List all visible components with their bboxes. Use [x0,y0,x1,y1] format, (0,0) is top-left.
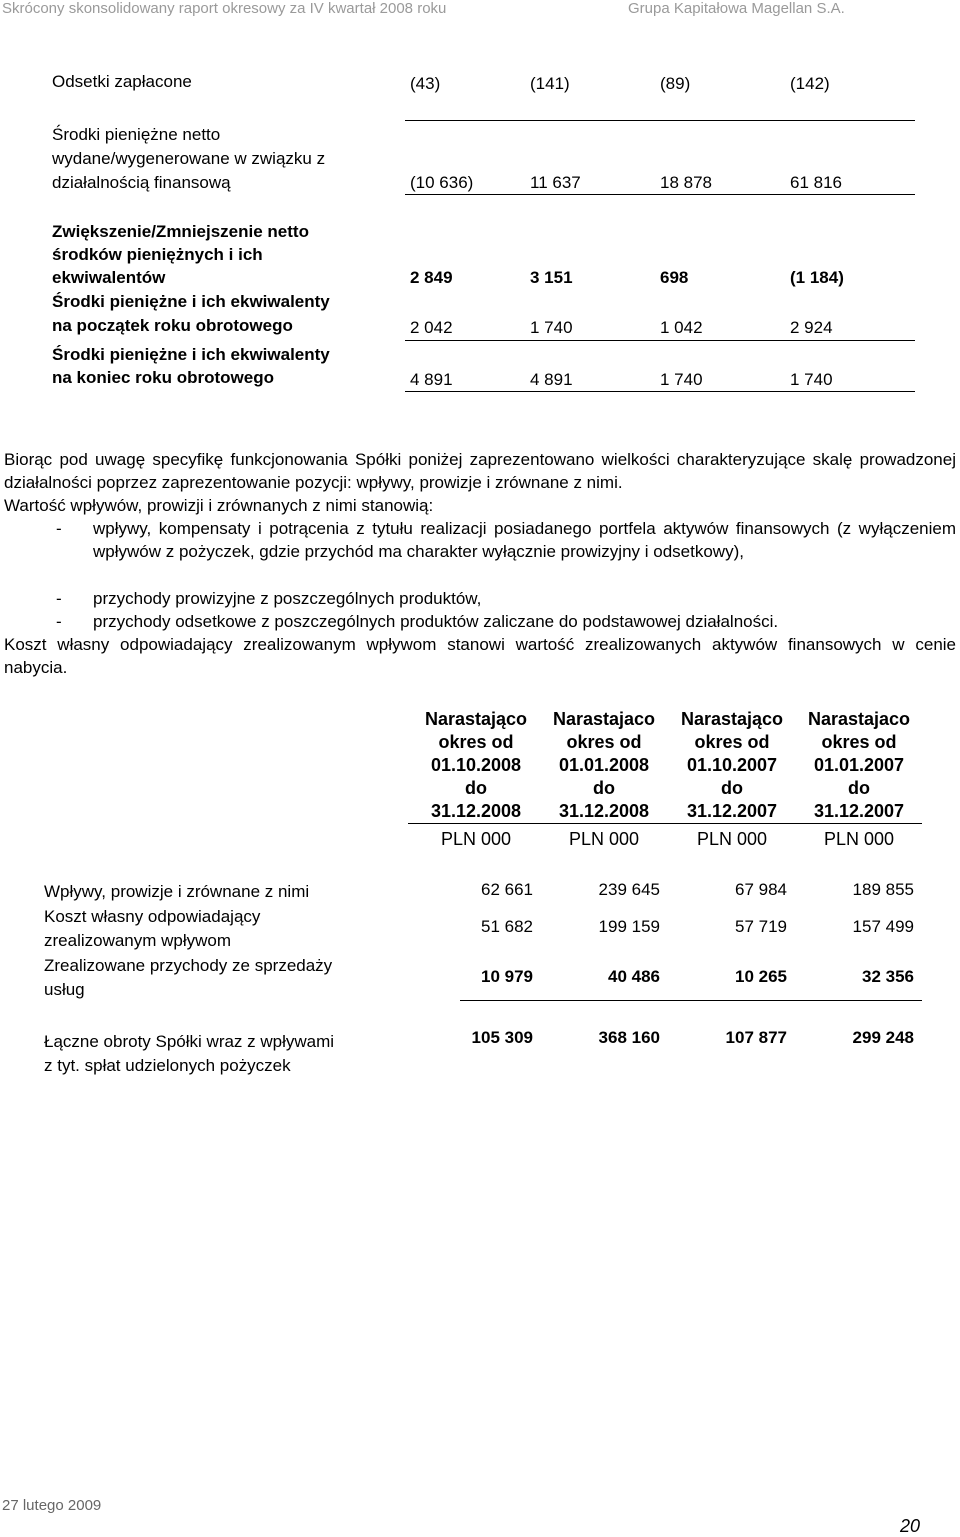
cashflow-value: (10 636) [410,173,474,192]
unit-label: PLN 000 [440,829,512,849]
turnover-value: 10 979 [481,967,533,986]
turnover-row-label: z tyt. spłat udzielonych pożyczek [44,1056,291,1075]
cashflow-value: (43) [410,74,441,93]
turnover-value: 57 719 [735,917,787,936]
paragraph-intro [4,448,956,494]
table-rule [405,340,915,341]
cashflow-value: (142) [790,74,830,93]
footer-date: 27 lutego 2009 [2,1497,102,1514]
cashflow-row-label: Środki pieniężne netto [52,125,221,144]
header-line: 01.01.2008 [558,755,650,775]
paragraph-text: Wartość wpływów, prowizji i zrównanych z nimi stanowią: [4,496,434,515]
cashflow-value: 1 042 [660,318,703,337]
turnover-value: 62 661 [481,880,533,899]
turnover-value: 299 248 [852,1028,914,1047]
cashflow-value: 1 740 [530,318,573,337]
page-number: 20 [900,1516,921,1536]
list-item-text: przychody prowizyjne z poszczególnych produktów, [93,589,482,608]
paragraph-values-intro [4,494,956,517]
subtotal-rule [460,1000,922,1001]
turnover-value: 157 499 [852,917,914,936]
cashflow-value: 2 849 [410,268,453,287]
paragraph-text: Koszt własny odpowiadający zrealizowanym wpływom stanowi wartość zrealizowanych aktywów finansowych w cenie nabycia. [4,635,956,677]
turnover-value: 239 645 [598,880,660,899]
column-header [412,708,540,823]
cashflow-row-label: środków pieniężnych i ich [52,245,263,264]
header-line: do [848,778,870,798]
header-rule [408,823,922,824]
list-item-text: wpływy, kompensaty i potrącenia z tytułu realizacji posiadanego portfela aktywów finansowych (z wyłączeniem wpływów z pożyczek, gdzie przychód ma charakter wyłącznie prowizyjny i odsetkowy), [93,519,956,561]
list-dash: - [56,519,62,538]
header-line: 31.12.2007 [686,801,778,821]
cashflow-row-label: Odsetki zapłacone [52,72,192,91]
cashflow-row-label: Środki pieniężne i ich ekwiwalenty [52,292,330,311]
turnover-value: 51 682 [481,917,533,936]
turnover-value: 32 356 [862,967,914,986]
header-line: 01.10.2008 [430,755,522,775]
cashflow-row-label: Zwiększenie/Zmniejszenie netto [52,222,309,241]
cashflow-value: (141) [530,74,570,93]
list-item-text: przychody odsetkowe z poszczególnych produktów zaliczane do podstawowej działalności. [93,612,779,631]
cashflow-row-label: na początek roku obrotowego [52,316,293,335]
cashflow-value: 4 891 [530,370,573,389]
header-line: do [593,778,615,798]
turnover-value: 107 877 [725,1028,787,1047]
column-header [795,708,923,823]
turnover-row-label: zrealizowanym wpływom [44,931,232,950]
cashflow-value: (1 184) [790,268,844,287]
cashflow-value: 1 740 [790,370,833,389]
header-line: do [465,778,487,798]
header-line: Narastająco [680,709,784,729]
cashflow-row-label: wydane/wygenerowane w związku z [52,149,326,168]
list-dash: - [56,612,62,631]
paragraph-cost [4,633,956,679]
cashflow-row-label: Środki pieniężne i ich ekwiwalenty [52,345,330,364]
cashflow-value: 11 637 [530,173,581,192]
paragraph-text: Biorąc pod uwagę specyfikę funkcjonowania Spółki poniżej zaprezentowano wielkości charakteryzujące skalę prowadzonej działalności poprzez zaprezentowanie pozycji: wpływy, prowizje i zrównane z nimi. [4,450,956,492]
report-title-header: Skrócony skonsolidowany raport okresowy za IV kwartał 2008 roku [2,0,447,17]
turnover-value: 105 309 [471,1028,533,1047]
company-name-header: Grupa Kapitałowa Magellan S.A. [628,0,845,17]
turnover-value: 199 159 [598,917,660,936]
header-line: do [721,778,743,798]
header-line: okres od [821,732,897,752]
table-rule [405,194,915,195]
header-line: Narastajaco [807,709,911,729]
cashflow-value: 3 151 [530,268,573,287]
header-line: 01.10.2007 [686,755,778,775]
cashflow-value: 1 740 [660,370,703,389]
header-line: okres od [438,732,514,752]
header-line: okres od [566,732,642,752]
unit-label: PLN 000 [696,829,768,849]
cashflow-value: 4 891 [410,370,453,389]
header-line: Narastajaco [552,709,656,729]
header-line: 31.12.2007 [813,801,905,821]
cashflow-row-label: działalnością finansową [52,173,231,192]
turnover-row-label: Koszt własny odpowiadający [44,907,261,926]
cashflow-value: 2 042 [410,318,453,337]
cashflow-value: (89) [660,74,691,93]
turnover-value: 189 855 [852,880,914,899]
header-line: 31.12.2008 [558,801,650,821]
cashflow-value: 2 924 [790,318,833,337]
turnover-row-label: usług [44,980,85,999]
turnover-value: 67 984 [735,880,787,899]
turnover-row-label: Zrealizowane przychody ze sprzedaży [44,956,333,975]
turnover-value: 368 160 [598,1028,660,1047]
cashflow-value: 698 [660,268,689,287]
table-rule [405,120,915,121]
header-line: Narastająco [424,709,528,729]
turnover-value: 10 265 [735,967,787,986]
column-header [540,708,668,823]
header-line: okres od [694,732,770,752]
list-dash: - [56,589,62,608]
cashflow-row-label: na koniec roku obrotowego [52,368,274,387]
table-rule [405,391,915,392]
header-line: 01.01.2007 [813,755,905,775]
turnover-row-label: Wpływy, prowizje i zrównane z nimi [44,882,310,901]
turnover-value: 40 486 [608,967,660,986]
cashflow-value: 61 816 [790,173,842,192]
unit-label: PLN 000 [823,829,895,849]
cashflow-row-label: ekwiwalentów [52,268,166,287]
unit-label: PLN 000 [568,829,640,849]
turnover-row-label: Łączne obroty Spółki wraz z wpływami [44,1032,335,1051]
cashflow-value: 18 878 [660,173,712,192]
column-header [668,708,796,823]
header-line: 31.12.2008 [430,801,522,821]
